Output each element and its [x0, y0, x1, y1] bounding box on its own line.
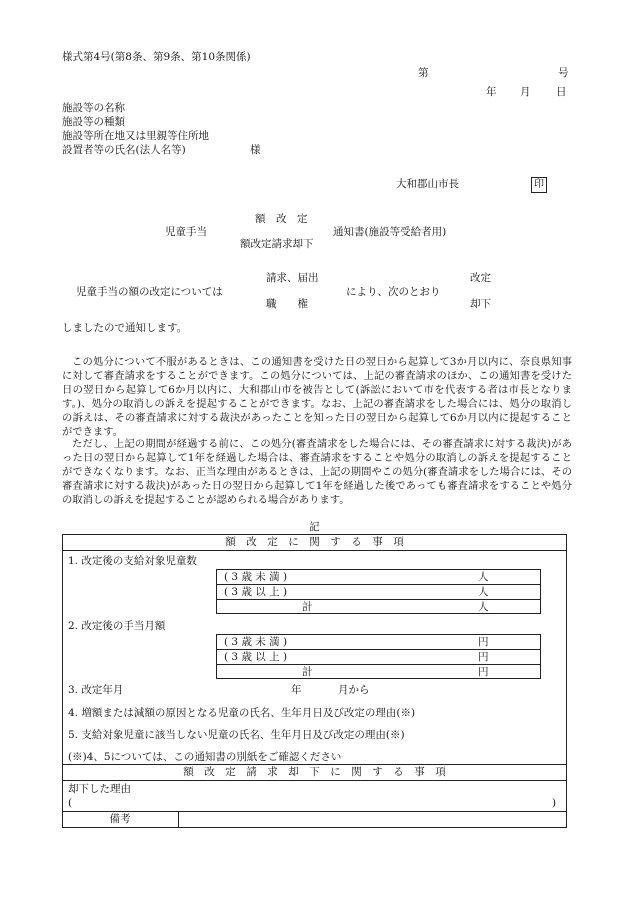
body-option-a-bottom: 職 権 — [266, 298, 308, 310]
seal-stamp: 印 — [531, 177, 547, 193]
date-day: 日 — [556, 86, 567, 98]
form-number: 様式第4号(第8条、第9条、第10条関係) — [62, 51, 251, 63]
item2-row-divider — [216, 649, 541, 650]
remarks-divider — [62, 811, 567, 812]
attachment-note: (※)4、5については、この通知書の別紙をご確認ください — [68, 751, 342, 763]
item2-total-label: 計 — [302, 666, 313, 678]
body-option-b-bottom: 却下 — [470, 298, 491, 310]
body-option-a-top: 請求、届出 — [266, 272, 319, 284]
item3-year: 年 — [291, 684, 302, 696]
rejection-section-header: 額 改 定 請 求 却 下 に 関 す る 事 項 — [183, 766, 446, 778]
doc-number-go: 号 — [558, 67, 569, 79]
reason-paren-close: ) — [552, 797, 557, 809]
item1-row-divider — [216, 599, 541, 600]
rejection-reason-label: 却下した理由 — [68, 783, 131, 795]
item3-month: 月から — [338, 684, 370, 696]
item1-under3-label: ( 3 歳 未 満 ) — [224, 571, 288, 583]
title-option-top: 額 改 定 — [255, 213, 308, 225]
remarks-label: 備考 — [109, 813, 131, 825]
item2-monthly-amount-label: 2. 改定後の手当月額 — [68, 620, 166, 632]
doc-number-dai: 第 — [418, 67, 429, 79]
body-lead: 児童手当の額の改定については — [76, 286, 223, 298]
appeal-paragraph-1: この処分について不服があるときは、この通知書を受けた日の翌日から起算して3か月以内に、奈良県知事に対して審査請求をすることができます。この処分については、上記の審査請求のほか、この通知書を受けた日の翌日から起算して6か月以内に、大和郡山市を被告として(訴訟において市を代表する者は市長となります。)、処分の取消しの訴えを提起することができます。なお、上記の審査請求をした場合には、処分の取消しの訴えは、その審査請求に対する裁決があったことを知った日の翌日から起算して6か月以内に提起することができます。 — [62, 356, 572, 438]
title-prefix: 児童手当 — [165, 226, 207, 238]
facility-type-label: 施設等の種類 — [62, 116, 125, 128]
issuer-title: 大和郡山市長 — [396, 178, 459, 190]
item1-under3-unit: 人 — [478, 571, 489, 583]
item1-over3-label: ( 3 歳 以 上 ) — [224, 586, 288, 598]
revision-section-header: 額 改 定 に 関 す る 事 項 — [225, 536, 404, 548]
item2-total-unit: 円 — [478, 666, 489, 678]
date-year: 年 — [486, 86, 497, 98]
facility-name-label: 施設等の名称 — [62, 102, 125, 114]
item4-increase-decrease: 4. 増額または減額の原因となる児童の氏名、生年月日及び改定の理由(※) — [68, 707, 416, 719]
reason-paren-open: ( — [68, 797, 73, 809]
item1-total-label: 計 — [302, 601, 313, 613]
facility-address-label: 施設等所在地又は里親等住所地 — [62, 130, 209, 142]
header-divider — [62, 550, 567, 551]
rejection-header-divider — [62, 780, 567, 781]
rejection-top-divider — [62, 764, 567, 765]
remarks-column-divider — [178, 811, 179, 828]
date-month: 月 — [520, 86, 531, 98]
body-middle: により、次のとおり — [346, 286, 441, 298]
item3-revision-month-label: 3. 改定年月 — [68, 684, 124, 696]
item1-row-divider — [216, 584, 541, 585]
item2-under3-label: ( 3 歳 未 満 ) — [224, 636, 288, 648]
title-suffix: 通知書(施設等受給者用) — [333, 226, 447, 238]
item2-under3-unit: 円 — [478, 636, 489, 648]
item1-total-unit: 人 — [478, 601, 489, 613]
item1-child-count-label: 1. 改定後の支給対象児童数 — [68, 555, 197, 567]
body-option-b-top: 改定 — [470, 272, 491, 284]
body-closing: しましたので通知します。 — [62, 322, 188, 334]
founder-name-label: 設置者等の氏名(法人名等) — [62, 144, 186, 156]
appeal-paragraph-2: ただし、上記の期間が経過する前に、この処分(審査請求をした場合には、その審査請求に対する裁決)があった日の翌日から起算して1年を経過した場合は、審査請求をすることや処分の取消しの訴えを提起することができなくなります。なお、正当な理由があるときは、上記の期間やこの処分(審査請求をした場合には、その審査請求に対する裁決)があった日の翌日から起算して1年を経過した後であっても審査請求をすることや処分の取消しの訴えを提起することが認められる場合があります。 — [62, 438, 572, 506]
title-option-bottom: 額改定請求却下 — [240, 238, 314, 250]
sama-label: 様 — [250, 144, 261, 156]
item2-over3-unit: 円 — [478, 651, 489, 663]
item1-over3-unit: 人 — [478, 586, 489, 598]
item2-row-divider — [216, 664, 541, 665]
item2-over3-label: ( 3 歳 以 上 ) — [224, 651, 288, 663]
item5-ineligible-children: 5. 支給対象児童に該当しない児童の氏名、生年月日及び改定の理由(※) — [68, 729, 405, 741]
ki-label: 記 — [309, 521, 320, 533]
